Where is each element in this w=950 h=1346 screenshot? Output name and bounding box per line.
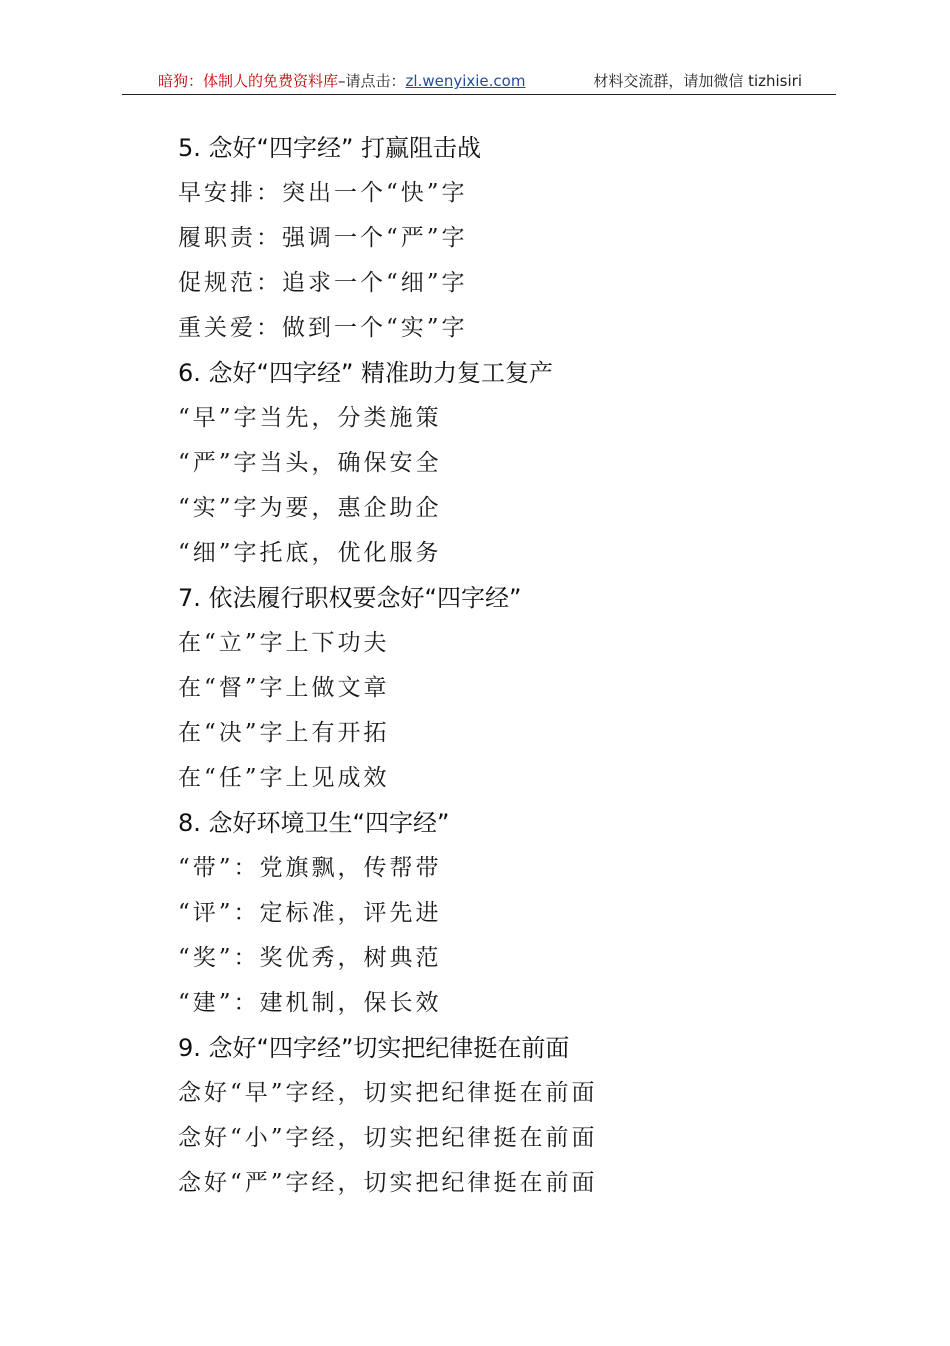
section-item: 早安排：突出一个“快”字 — [178, 180, 468, 206]
section-item: “带”：党旗飘，传帮带 — [178, 855, 442, 881]
section-item: “奖”：奖优秀，树典范 — [178, 945, 442, 971]
section-item: 念好“小”字经，切实把纪律挺在前面 — [178, 1125, 598, 1151]
section-item: 重关爱：做到一个“实”字 — [178, 315, 468, 341]
header-link[interactable]: zl.wenyixie.com — [405, 72, 526, 90]
section-item: 促规范：追求一个“细”字 — [178, 270, 468, 296]
section-item: 在“决”字上有开拓 — [178, 720, 390, 746]
header-left — [158, 70, 525, 92]
section-item: 在“立”字上下功夫 — [178, 630, 390, 656]
section-item: 在“督”字上做文章 — [178, 675, 390, 701]
section-item: “评”：定标准，评先进 — [178, 900, 442, 926]
section-item: 在“任”字上见成效 — [178, 765, 390, 791]
header-brand: 暗狗：体制人的免费资料库 — [158, 72, 339, 90]
document-body — [178, 126, 878, 1206]
section-item: “严”字当头，确保安全 — [178, 450, 442, 476]
section-item: 履职责：强调一个“严”字 — [178, 225, 468, 251]
section-heading: 6. 念好“四字经” 精准助力复工复产 — [178, 359, 554, 387]
page-header — [122, 70, 836, 95]
header-right-note: 材料交流群，请加微信 tizhisiri — [593, 72, 802, 90]
section-item: 念好“早”字经，切实把纪律挺在前面 — [178, 1080, 598, 1106]
section-item: “建”：建机制，保长效 — [178, 990, 442, 1016]
section-item: “实”字为要，惠企助企 — [178, 495, 442, 521]
section-item: “细”字托底，优化服务 — [178, 540, 442, 566]
section-heading: 8. 念好环境卫生“四字经” — [178, 809, 450, 837]
section-heading: 9. 念好“四字经”切实把纪律挺在前面 — [178, 1034, 570, 1062]
section-heading: 5. 念好“四字经” 打赢阻击战 — [178, 134, 482, 162]
section-item: “早”字当先，分类施策 — [178, 405, 442, 431]
section-heading: 7. 依法履行职权要念好“四字经” — [178, 584, 522, 612]
section-item: 念好“严”字经，切实把纪律挺在前面 — [178, 1170, 598, 1196]
header-cta: –请点击： — [338, 72, 406, 90]
